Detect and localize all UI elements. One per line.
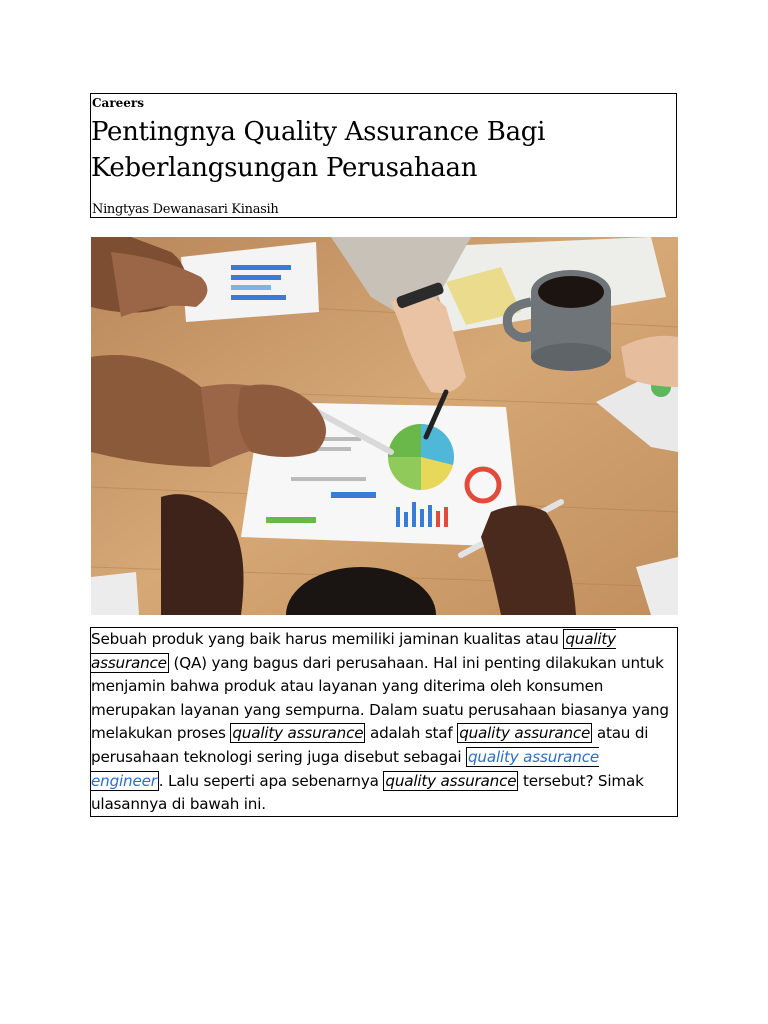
author-name[interactable]: Ningtyas Dewanasari Kinasih	[92, 202, 279, 217]
qa-term[interactable]: quality assurance	[459, 724, 591, 743]
body-text-segment: . Lalu seperti apa sebenarnya	[158, 771, 384, 790]
body-text-segment: (QA) yang bagus dari perusahaan. Hal ini penting dilakukan untuk menjamin bahwa produk atau layanan yang diterima oleh konsumen merupakan layanan yang sempurna. Dalam suatu perusahaan biasanya yang melakukan proses	[91, 653, 669, 743]
article-header	[90, 93, 677, 218]
body-text-segment: adalah staf	[365, 724, 458, 743]
qa-term[interactable]: quality assurance	[232, 724, 364, 743]
qa-engineer-link[interactable]: quality assurance engineer	[91, 747, 599, 790]
article-body	[90, 627, 678, 817]
body-text-segment: tersebut? Simak ulasannya di bawah ini.	[91, 771, 644, 814]
hero-image	[91, 237, 678, 615]
qa-term[interactable]: quality assurance	[91, 630, 616, 672]
intro-paragraph	[91, 628, 677, 817]
hero-photo-illustration	[91, 237, 678, 615]
article-title: Pentingnya Quality Assurance Bagi Keberlangsungan Perusahaan	[91, 117, 546, 183]
category-label[interactable]: Careers	[92, 96, 144, 110]
body-text-segment: atau di perusahaan teknologi sering juga disebut sebagai	[91, 724, 649, 766]
body-text-segment: Sebuah produk yang baik harus memiliki jaminan kualitas atau	[91, 630, 564, 648]
qa-term[interactable]: quality assurance	[385, 771, 517, 790]
